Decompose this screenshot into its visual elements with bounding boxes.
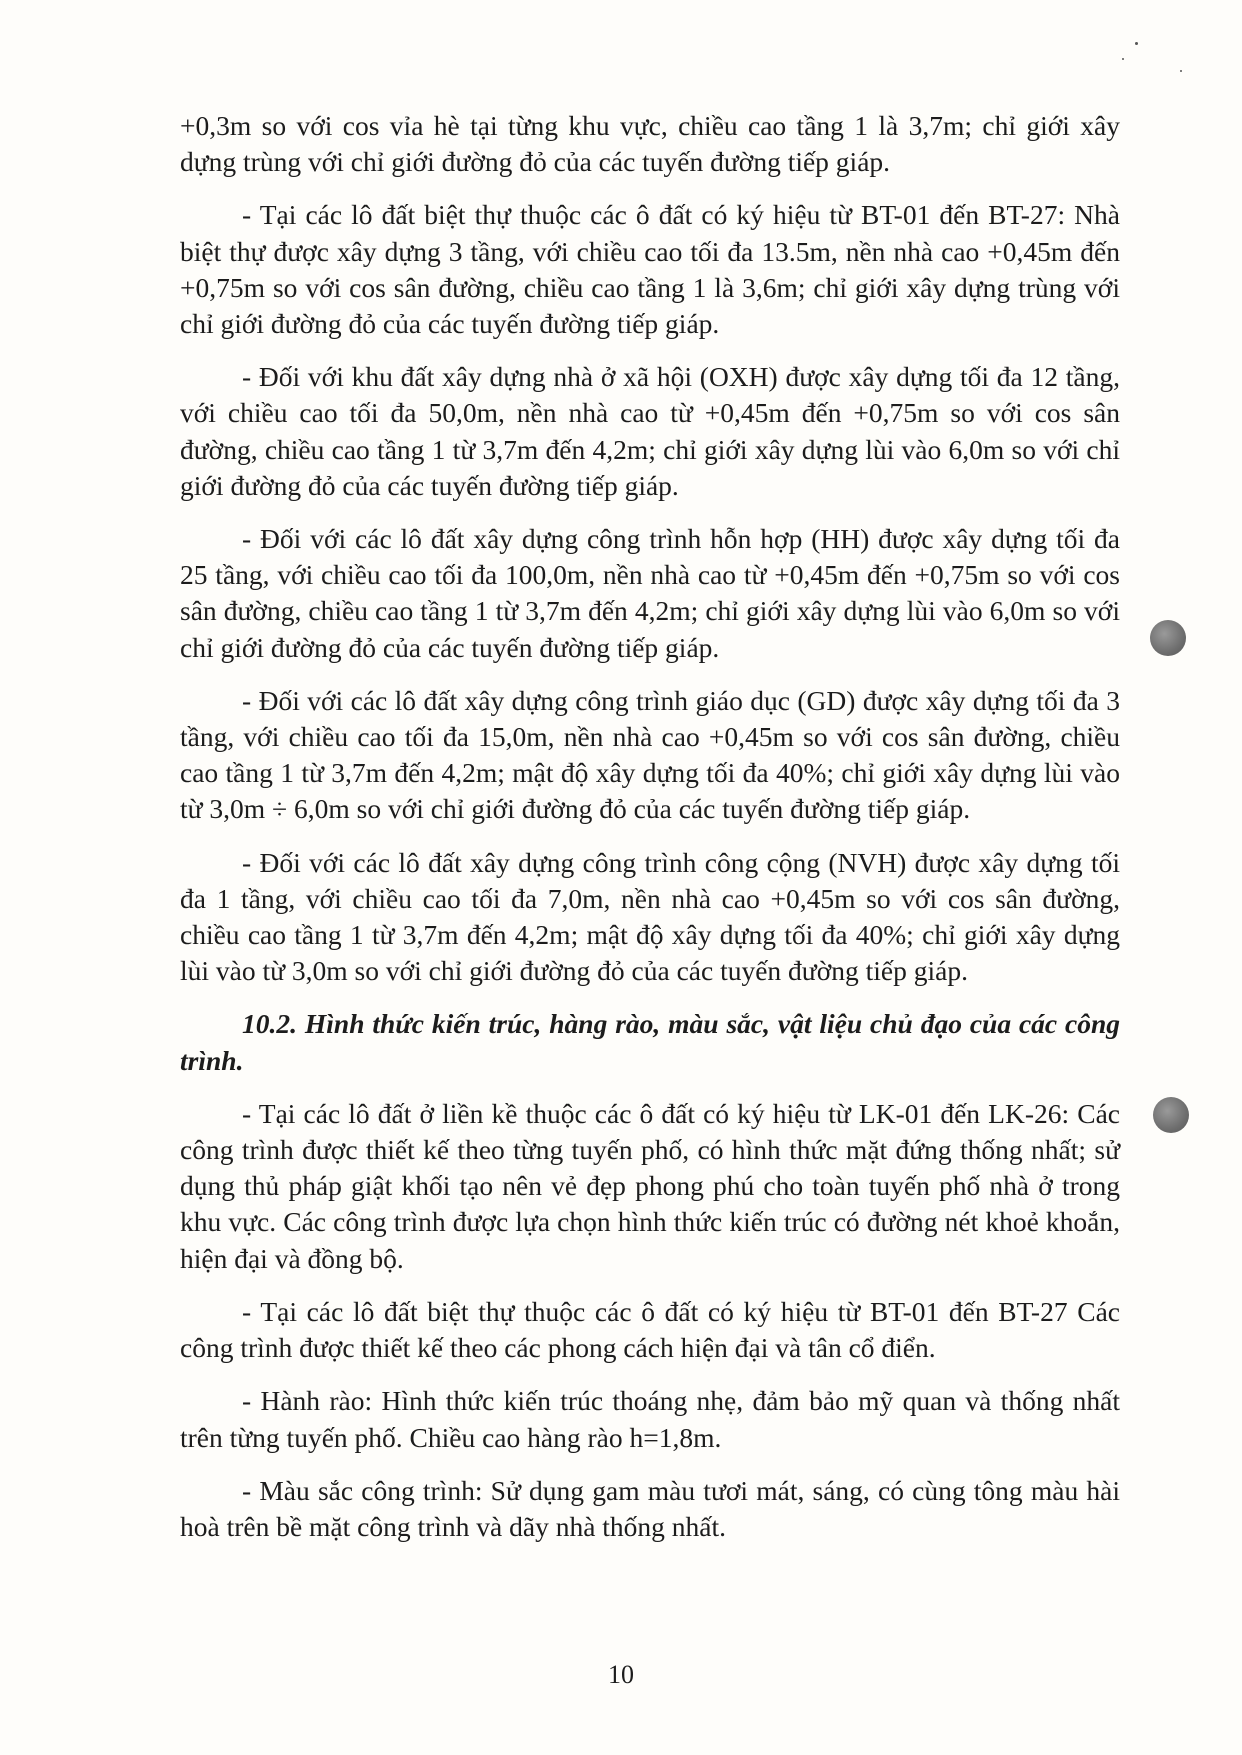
scan-speck — [1180, 70, 1182, 72]
paragraph-villa-style: - Tại các lô đất biệt thự thuộc các ô đất có ký hiệu từ BT-01 đến BT-27 Các công trình được thiết kế theo các phong cách hiện đại và tân cổ điển. — [180, 1295, 1120, 1364]
punch-hole-mark — [1153, 1097, 1189, 1133]
paragraph-colors: - Màu sắc công trình: Sử dụng gam màu tươi mát, sáng, có cùng tông màu hài hoà trên bề mặt công trình và dãy nhà thống nhất. — [180, 1474, 1120, 1542]
paragraph-mixed-use: - Đối với các lô đất xây dựng công trình hỗn hợp (HH) được xây dựng tối đa 25 tầng, với chiều cao tối đa 100,0m, nền nhà cao từ +0,45m đến +0,75m so với cos sân đường, chiều cao tầng 1 từ 3,7m đến 4,2m; chỉ giới xây dựng lùi vào 6,0m so với chỉ giới đường đỏ của các tuyến đường tiếp giáp. — [180, 523, 1120, 663]
section-heading: 10.2. Hình thức kiến trúc, hàng rào, màu sắc, vật liệu chủ đạo của các công trình. — [180, 1008, 1120, 1076]
paragraph-social-housing: - Đối với khu đất xây dựng nhà ở xã hội (OXH) được xây dựng tối đa 12 tầng, với chiều cao tối đa 50,0m, nền nhà cao từ +0,45m đến +0,75m so với cos sân đường, chiều cao tầng 1 từ 3,7m đến 4,2m; chỉ giới xây dựng lùi vào 6,0m so với chỉ giới đường đỏ của các tuyến đường tiếp giáp. — [180, 361, 1120, 501]
paragraph-fence: - Hành rào: Hình thức kiến trúc thoáng nhẹ, đảm bảo mỹ quan và thống nhất trên từng tuyến phố. Chiều cao hàng rào h=1,8m. — [180, 1385, 1120, 1453]
paragraph-villa-height: - Tại các lô đất biệt thự thuộc các ô đất có ký hiệu từ BT-01 đến BT-27: Nhà biệt thự được xây dựng 3 tầng, với chiều cao tối đa 13.5m, nền nhà cao +0,45m đến +0,75m so với cos sân đường, chiều cao tầng 1 là 3,6m; chỉ giới xây dựng trùng với chỉ giới đường đỏ của các tuyến đường tiếp giáp. — [180, 199, 1120, 340]
paragraph-townhouse-style: - Tại các lô đất ở liền kề thuộc các ô đất có ký hiệu từ LK-01 đến LK-26: Các công trình được thiết kế theo từng tuyến phố, có hình thức mặt đứng thống nhất; sử dụng thủ pháp giật khối tạo nên vẻ đẹp phong phú cho toàn tuyến phố nhà ở trong khu vực. Các công trình được lựa chọn hình thức kiến trúc có đường nét khoẻ khoắn, hiện đại và đồng bộ. — [180, 1097, 1120, 1274]
paragraph-public-building: - Đối với các lô đất xây dựng công trình công cộng (NVH) được xây dựng tối đa 1 tầng, với chiều cao tối đa 7,0m, nền nhà cao +0,45m so với cos sân đường, chiều cao tầng 1 từ 3,7m đến 4,2m; mật độ xây dựng tối đa 40%; chỉ giới xây dựng lùi vào từ 3,0m so với chỉ giới đường đỏ của các tuyến đường tiếp giáp. — [180, 846, 1120, 987]
paragraph-education: - Đối với các lô đất xây dựng công trình giáo dục (GD) được xây dựng tối đa 3 tầng, với chiều cao tối đa 15,0m, nền nhà cao +0,45m so với cos sân đường, chiều cao tầng 1 từ 3,7m đến 4,2m; mật độ xây dựng tối đa 40%; chỉ giới xây dựng lùi vào từ 3,0m ÷ 6,0m so với chỉ giới đường đỏ của các tuyến đường tiếp giáp. — [180, 684, 1120, 825]
paragraph-continuation: +0,3m so với cos vỉa hè tại từng khu vực, chiều cao tầng 1 là 3,7m; chỉ giới xây dựng trùng với chỉ giới đường đỏ của các tuyến đường tiếp giáp. — [180, 110, 1120, 178]
page-number: 10 — [608, 1660, 634, 1689]
scan-speck — [1122, 58, 1124, 60]
body-text — [180, 108, 1120, 1562]
scan-speck — [1135, 42, 1138, 45]
punch-hole-mark — [1150, 620, 1186, 656]
